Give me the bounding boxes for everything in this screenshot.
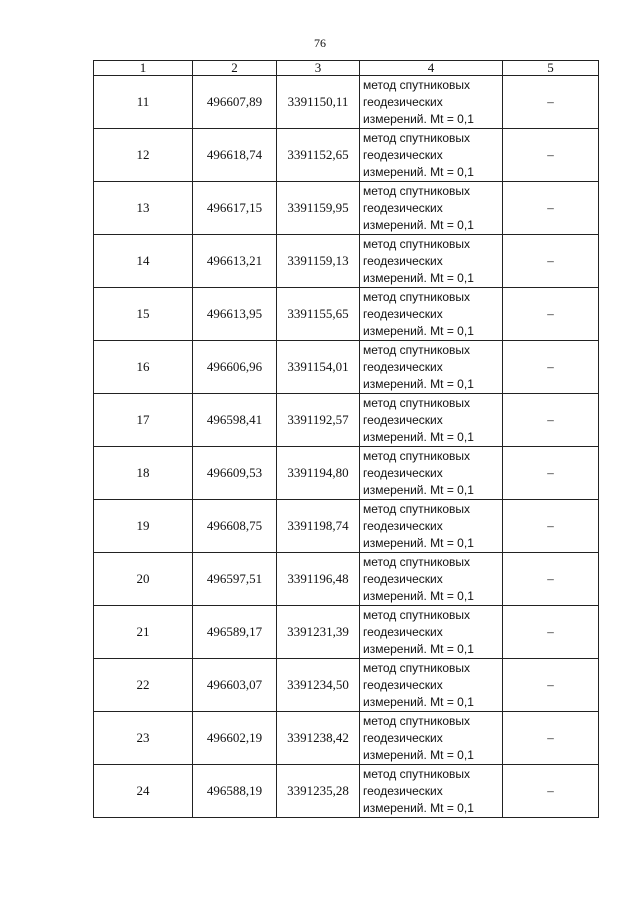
x-coordinate-cell: 496589,17: [193, 606, 277, 659]
point-number-cell: 22: [94, 659, 193, 712]
method-line: геодезических: [363, 730, 443, 745]
y-coordinate-cell: 3391194,80: [277, 447, 360, 500]
method-cell: [360, 288, 503, 341]
method-cell: [360, 606, 503, 659]
method-line: измерений. Mt = 0,1: [363, 164, 474, 179]
x-coordinate-cell: 496607,89: [193, 76, 277, 129]
table-row: [94, 553, 599, 606]
note-cell: –: [503, 553, 599, 606]
point-number-cell: 11: [94, 76, 193, 129]
note-cell: –: [503, 394, 599, 447]
y-coordinate-cell: 3391198,74: [277, 500, 360, 553]
method-line: измерений. Mt = 0,1: [363, 535, 474, 550]
method-line: измерений. Mt = 0,1: [363, 323, 474, 338]
method-line: геодезических: [363, 359, 443, 374]
point-number-cell: 21: [94, 606, 193, 659]
method-line: метод спутниковых: [363, 342, 471, 357]
x-coordinate-cell: 496613,95: [193, 288, 277, 341]
method-cell: [360, 765, 503, 818]
method-line: измерений. Mt = 0,1: [363, 217, 474, 232]
y-coordinate-cell: 3391159,95: [277, 182, 360, 235]
point-number-cell: 12: [94, 129, 193, 182]
note-cell: –: [503, 659, 599, 712]
method-line: измерений. Mt = 0,1: [363, 111, 474, 126]
method-line: измерений. Mt = 0,1: [363, 747, 474, 762]
method-line: измерений. Mt = 0,1: [363, 694, 474, 709]
column-header-4: 4: [360, 61, 503, 76]
column-header-1: 1: [94, 61, 193, 76]
x-coordinate-cell: 496617,15: [193, 182, 277, 235]
point-number-cell: 24: [94, 765, 193, 818]
column-header-2: 2: [193, 61, 277, 76]
note-cell: –: [503, 235, 599, 288]
table-row: [94, 765, 599, 818]
note-cell: –: [503, 341, 599, 394]
method-line: метод спутниковых: [363, 554, 471, 569]
table-row: [94, 129, 599, 182]
note-cell: –: [503, 182, 599, 235]
method-cell: [360, 712, 503, 765]
x-coordinate-cell: 496588,19: [193, 765, 277, 818]
method-cell: [360, 500, 503, 553]
method-cell: [360, 235, 503, 288]
method-line: метод спутниковых: [363, 660, 471, 675]
table-row: [94, 394, 599, 447]
point-number-cell: 17: [94, 394, 193, 447]
point-number-cell: 14: [94, 235, 193, 288]
table-row: [94, 288, 599, 341]
method-line: геодезических: [363, 465, 443, 480]
point-number-cell: 23: [94, 712, 193, 765]
note-cell: –: [503, 288, 599, 341]
table-body: [94, 76, 599, 818]
method-line: метод спутниковых: [363, 448, 471, 463]
y-coordinate-cell: 3391192,57: [277, 394, 360, 447]
note-cell: –: [503, 606, 599, 659]
table-row: [94, 341, 599, 394]
table-row: [94, 235, 599, 288]
y-coordinate-cell: 3391152,65: [277, 129, 360, 182]
method-line: измерений. Mt = 0,1: [363, 482, 474, 497]
coordinates-table: [93, 60, 599, 818]
x-coordinate-cell: 496606,96: [193, 341, 277, 394]
y-coordinate-cell: 3391196,48: [277, 553, 360, 606]
method-line: геодезических: [363, 306, 443, 321]
method-line: метод спутниковых: [363, 766, 471, 781]
method-line: метод спутниковых: [363, 713, 471, 728]
method-line: геодезических: [363, 200, 443, 215]
y-coordinate-cell: 3391155,65: [277, 288, 360, 341]
method-line: геодезических: [363, 94, 443, 109]
note-cell: –: [503, 129, 599, 182]
page-number: 76: [314, 36, 326, 50]
note-cell: –: [503, 447, 599, 500]
x-coordinate-cell: 496597,51: [193, 553, 277, 606]
method-cell: [360, 76, 503, 129]
table-row: [94, 712, 599, 765]
method-cell: [360, 182, 503, 235]
method-line: метод спутниковых: [363, 607, 471, 622]
method-line: геодезических: [363, 783, 443, 798]
point-number-cell: 20: [94, 553, 193, 606]
y-coordinate-cell: 3391234,50: [277, 659, 360, 712]
note-cell: –: [503, 76, 599, 129]
y-coordinate-cell: 3391235,28: [277, 765, 360, 818]
x-coordinate-cell: 496598,41: [193, 394, 277, 447]
column-header-3: 3: [277, 61, 360, 76]
method-line: метод спутниковых: [363, 289, 471, 304]
y-coordinate-cell: 3391231,39: [277, 606, 360, 659]
method-line: метод спутниковых: [363, 183, 471, 198]
method-line: геодезических: [363, 624, 443, 639]
point-number-cell: 13: [94, 182, 193, 235]
x-coordinate-cell: 496609,53: [193, 447, 277, 500]
method-line: геодезических: [363, 412, 443, 427]
point-number-cell: 19: [94, 500, 193, 553]
y-coordinate-cell: 3391159,13: [277, 235, 360, 288]
x-coordinate-cell: 496608,75: [193, 500, 277, 553]
y-coordinate-cell: 3391150,11: [277, 76, 360, 129]
x-coordinate-cell: 496613,21: [193, 235, 277, 288]
method-line: измерений. Mt = 0,1: [363, 588, 474, 603]
point-number-cell: 18: [94, 447, 193, 500]
method-line: измерений. Mt = 0,1: [363, 270, 474, 285]
note-cell: –: [503, 765, 599, 818]
table-header-row: [94, 61, 599, 76]
method-cell: [360, 447, 503, 500]
y-coordinate-cell: 3391238,42: [277, 712, 360, 765]
table-row: [94, 659, 599, 712]
x-coordinate-cell: 496618,74: [193, 129, 277, 182]
method-cell: [360, 553, 503, 606]
method-line: геодезических: [363, 518, 443, 533]
method-line: измерений. Mt = 0,1: [363, 376, 474, 391]
point-number-cell: 16: [94, 341, 193, 394]
method-cell: [360, 394, 503, 447]
method-line: измерений. Mt = 0,1: [363, 429, 474, 444]
method-line: геодезических: [363, 147, 443, 162]
x-coordinate-cell: 496602,19: [193, 712, 277, 765]
method-line: измерений. Mt = 0,1: [363, 800, 474, 815]
method-line: метод спутниковых: [363, 77, 471, 92]
method-line: метод спутниковых: [363, 395, 471, 410]
note-cell: –: [503, 500, 599, 553]
method-cell: [360, 341, 503, 394]
table-row: [94, 447, 599, 500]
y-coordinate-cell: 3391154,01: [277, 341, 360, 394]
column-header-5: 5: [503, 61, 599, 76]
method-cell: [360, 129, 503, 182]
note-cell: –: [503, 712, 599, 765]
table-row: [94, 500, 599, 553]
table-row: [94, 182, 599, 235]
method-line: геодезических: [363, 677, 443, 692]
method-line: метод спутниковых: [363, 501, 471, 516]
point-number-cell: 15: [94, 288, 193, 341]
x-coordinate-cell: 496603,07: [193, 659, 277, 712]
table-row: [94, 76, 599, 129]
method-line: метод спутниковых: [363, 236, 471, 251]
method-line: геодезических: [363, 571, 443, 586]
table-row: [94, 606, 599, 659]
method-line: метод спутниковых: [363, 130, 471, 145]
method-line: измерений. Mt = 0,1: [363, 641, 474, 656]
method-cell: [360, 659, 503, 712]
method-line: геодезических: [363, 253, 443, 268]
